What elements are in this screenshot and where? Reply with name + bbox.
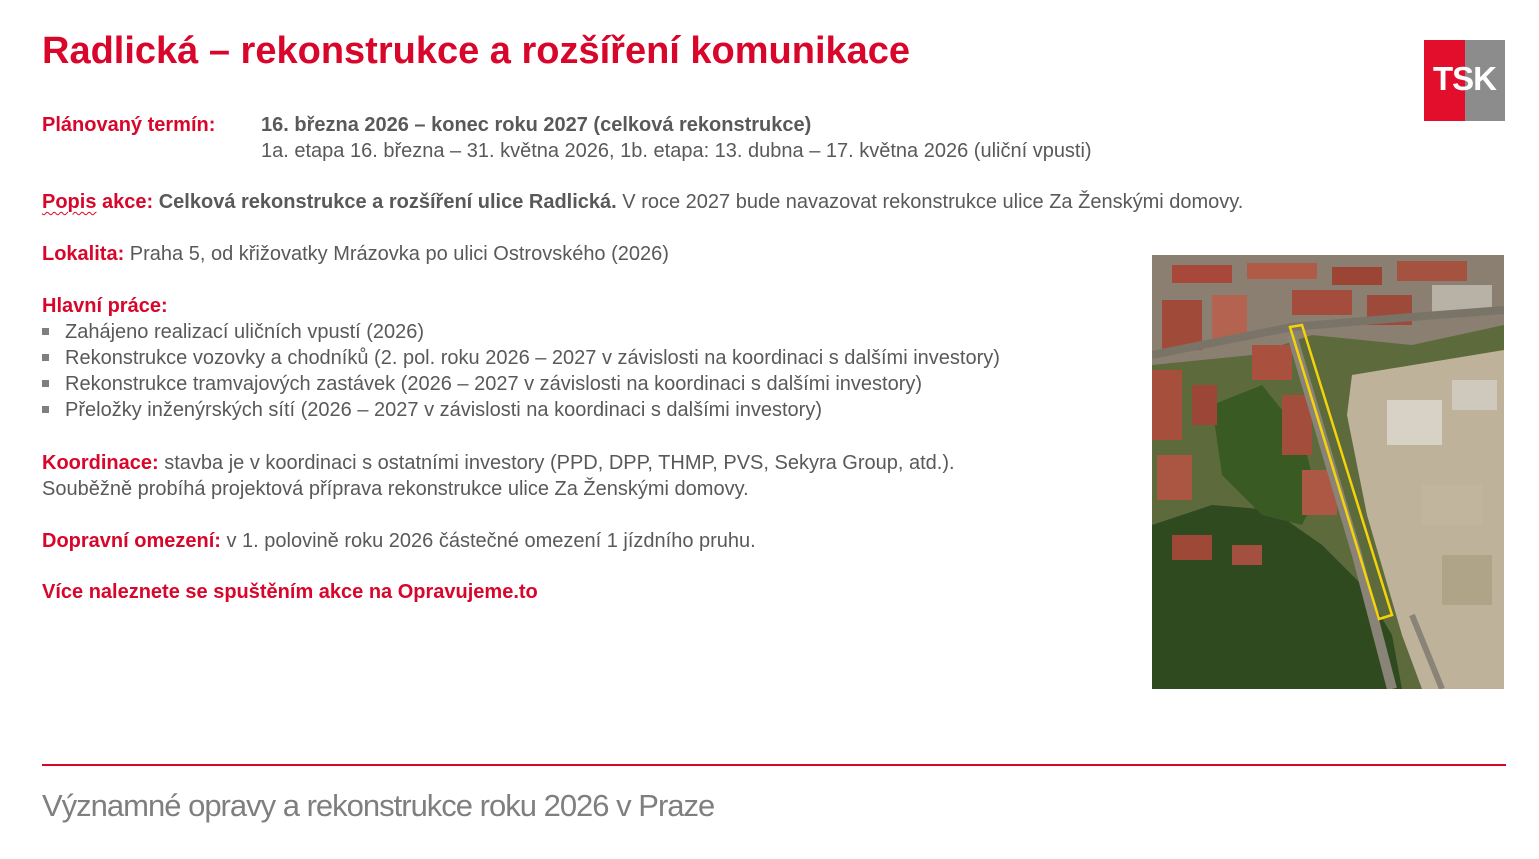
more-info-link[interactable]: Více naleznete se spuštěním akce na Opravujeme.to [42, 581, 538, 603]
term-main: 16. března 2026 – konec roku 2027 (celková rekonstrukce) [261, 114, 812, 136]
list-item: Zahájeno realizací uličních vpustí (2026) [42, 321, 424, 344]
list-item: Přeložky inženýrských sítí (2026 – 2027 v závislosti na koordinaci s dalšími investory) [42, 399, 822, 422]
page-title: Radlická – rekonstrukce a rozšíření komunikace [42, 30, 911, 72]
locality-text: Praha 5, od křižovatky Mrázovka po ulici Ostrovského (2026) [124, 243, 669, 265]
aerial-map-drawing [1152, 255, 1504, 689]
coordination [42, 452, 955, 475]
bullet-icon [42, 328, 49, 335]
description [42, 191, 1243, 214]
traffic-restriction [42, 530, 756, 553]
list-item: Rekonstrukce vozovky a chodníků (2. pol. roku 2026 – 2027 v závislosti na koordinaci s dalšími investory) [42, 347, 1000, 370]
main-works-label: Hlavní práce: [42, 295, 168, 317]
description-label-word: Popis [42, 191, 97, 213]
coordination-line2: Souběžně probíhá projektová příprava rekonstrukce ulice Za Ženskými domovy. [42, 478, 749, 500]
description-bold: Celková rekonstrukce a rozšíření ulice Radlická. [158, 191, 617, 213]
bullet-icon [42, 406, 49, 413]
description-text: V roce 2027 bude navazovat rekonstrukce ulice Za Ženskými domovy. [616, 191, 1244, 213]
locality [42, 243, 669, 266]
logo-text: TSK [1433, 60, 1496, 97]
term-row [42, 114, 215, 137]
traffic-label: Dopravní omezení: [42, 530, 221, 552]
list-item: Rekonstrukce tramvajových zastávek (2026 – 2027 v závislosti na koordinaci s dalšími investory) [42, 373, 922, 396]
footer-text: Významné opravy a rekonstrukce roku 2026 v Praze [42, 788, 715, 823]
term-stages: 1a. etapa 16. března – 31. května 2026, 1b. etapa: 13. dubna – 17. května 2026 (uliční vpusti) [261, 140, 1092, 162]
bullet-icon [42, 354, 49, 361]
coordination-label: Koordinace: [42, 452, 159, 474]
aerial-map-image [1152, 255, 1504, 689]
term-label: Plánovaný termín: [42, 114, 216, 136]
footer-divider [42, 764, 1506, 766]
bullet-icon [42, 380, 49, 387]
locality-label: Lokalita: [42, 243, 125, 265]
tsk-logo [1424, 40, 1505, 121]
coordination-text: stavba je v koordinaci s ostatními investory (PPD, DPP, THMP, PVS, Sekyra Group, atd.). [158, 452, 955, 474]
traffic-text: v 1. polovině roku 2026 částečné omezení 1 jízdního pruhu. [220, 530, 756, 552]
main-works-heading [42, 295, 168, 318]
description-label-rest: akce: [96, 191, 154, 213]
